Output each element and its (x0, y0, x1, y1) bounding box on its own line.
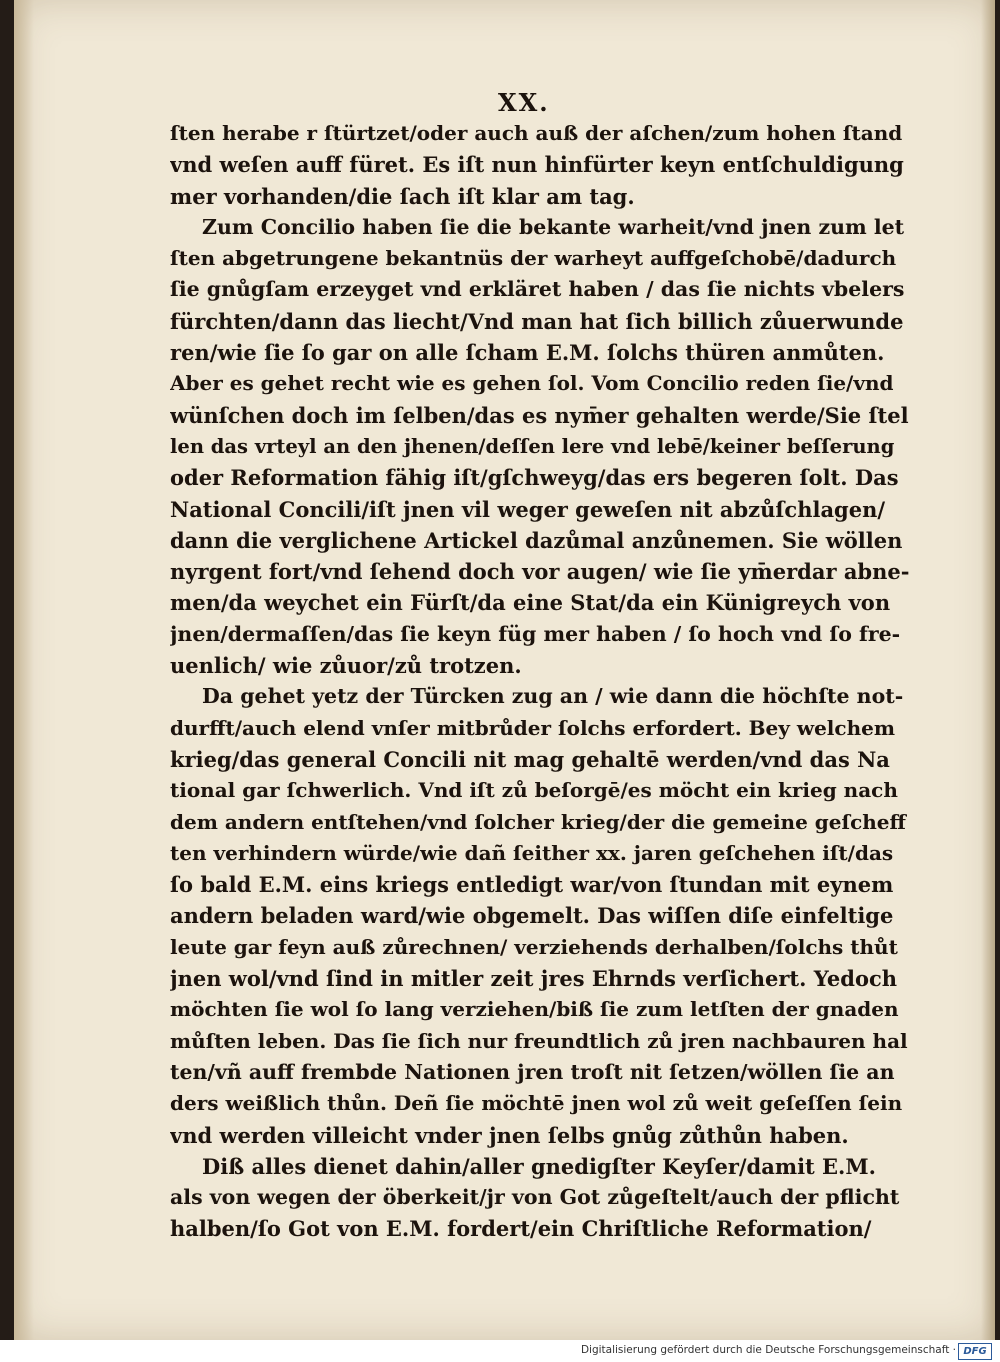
text-line: krieg/das general Concili nit mag gehaltē werden/vnd das Na (170, 746, 890, 772)
page-edge-shadow (981, 0, 995, 1340)
text-line: vnd weſen auff füret. Es iſt nun hinfürter keyn entſchuldigung (170, 152, 904, 178)
body-text (170, 118, 910, 1245)
text-line: ſten abgetrungene bekantnüs der warheyt auffgeſchobē/dadurch (170, 246, 897, 271)
text-line: möchten ſie wol ſo lang verziehen/biß ſie zum letſten der gnaden (170, 997, 899, 1022)
text-line: len das vrteyl an den jhenen/deſſen lere vnd lebē/keiner beſſerung (170, 434, 895, 458)
text-line: Diß alles dienet dahin/aller gnedigſter Keyſer/damit E.M. (202, 1153, 876, 1179)
text-line: andern beladen ward/wie obgemelt. Das wiſſen diſe einfeltige (170, 903, 894, 929)
text-line: jnen/dermaſſen/das ſie keyn füg mer haben / ſo hoch vnd ſo fre- (170, 621, 901, 646)
text-line: nyrgent fort/vnd ſehend doch vor augen/ wie ſie ym̄erdar abne- (170, 559, 910, 585)
text-line: men/da weychet ein Fürſt/da eine Stat/da ein Künigreych von (170, 590, 891, 616)
text-line: ten verhindern würde/wie dañ ſeither xx. jaren geſchehen iſt/das (170, 840, 894, 865)
text-line: ren/wie ſie ſo gar on alle ſcham E.M. ſolchs thüren anmůten. (170, 340, 885, 366)
text-line: oder Reformation fähig iſt/gſchweyg/das ers begeren ſolt. Das (170, 465, 899, 491)
text-line: wünſchen doch im ſelben/das es nym̄er gehalten werde/Sie ſtel (170, 402, 909, 428)
text-line: tional gar ſchwerlich. Vnd iſt zů beſorgē/es möcht ein krieg nach (170, 778, 898, 803)
text-line: Aber es gehet recht wie es gehen ſol. Vom Concilio reden ſie/vnd (170, 371, 894, 396)
text-line: Zum Concilio haben ſie die bekante warheit/vnd jnen zum let (202, 214, 905, 239)
text-line: fürchten/dann das liecht/Vnd man hat ſich billich zůuerwunde (170, 308, 904, 334)
text-line: ſo bald E.M. eins kriegs entledigt war/von ſtundan mit eynem (170, 872, 894, 898)
text-line: dem andern entſtehen/vnd ſolcher krieg/der die gemeine geſcheff (170, 809, 906, 834)
text-line: halben/ſo Got von E.M. fordert/ein Chriſtliche Reformation/ (170, 1216, 872, 1242)
text-line: vnd werden villeicht vnder jnen ſelbs gnůg zůthůn haben. (170, 1122, 849, 1148)
text-line: als von wegen der öberkeit/jr von Got zůgeſtelt/auch der pflicht (170, 1185, 900, 1210)
text-line: leute gar feyn auß zůrechnen/ verziehends derhalben/ſolchs thůt (170, 934, 898, 959)
page-gutter-shadow (14, 0, 34, 1340)
text-line: jnen wol/vnd ſind in mitler zeit jres Ehrnds verſichert. Yedoch (170, 966, 898, 992)
text-line: uenlich/ wie zůuor/zů trotzen. (170, 653, 522, 679)
text-line: National Concili/iſt jnen vil weger geweſen nit abzůſchlagen/ (170, 496, 886, 522)
text-line: ten/vñ auff frembde Nationen jren troſt nit ſetzen/wöllen ſie an (170, 1059, 895, 1084)
text-line: ſten herabe r ſtürtzet/oder auch auß der aſchen/zum hohen ſtand (170, 121, 903, 145)
text-line: dann die verglichene Artickel dazůmal anzůnemen. Sie wöllen (170, 527, 903, 553)
text-line: ſie gnůgſam erzeyget vnd erkläret haben / das ſie nichts vbelers (170, 277, 905, 302)
text-line: durfft/auch elend vnſer mitbrůder ſolchs erfordert. Bey welchem (170, 715, 895, 740)
text-line: mer vorhanden/die ſach iſt klar am tag. (170, 183, 635, 209)
text-line: ders weißlich thůn. Deñ ſie möchtē jnen wol zů weit geſeſſen ſein (170, 1091, 903, 1116)
funding-credit: Digitalisierung gefördert durch die Deutsche Forschungsgemeinschaft · (580, 1344, 956, 1356)
text-line: Da gehet yetz der Türcken zug an / wie dann die höchſte not- (202, 684, 904, 709)
folio-number: XX. (498, 88, 550, 117)
dfg-logo: DFG (958, 1343, 992, 1360)
text-line: můſten leben. Das ſie ſich nur freundtlich zů jren nachbauren hal (170, 1028, 908, 1053)
